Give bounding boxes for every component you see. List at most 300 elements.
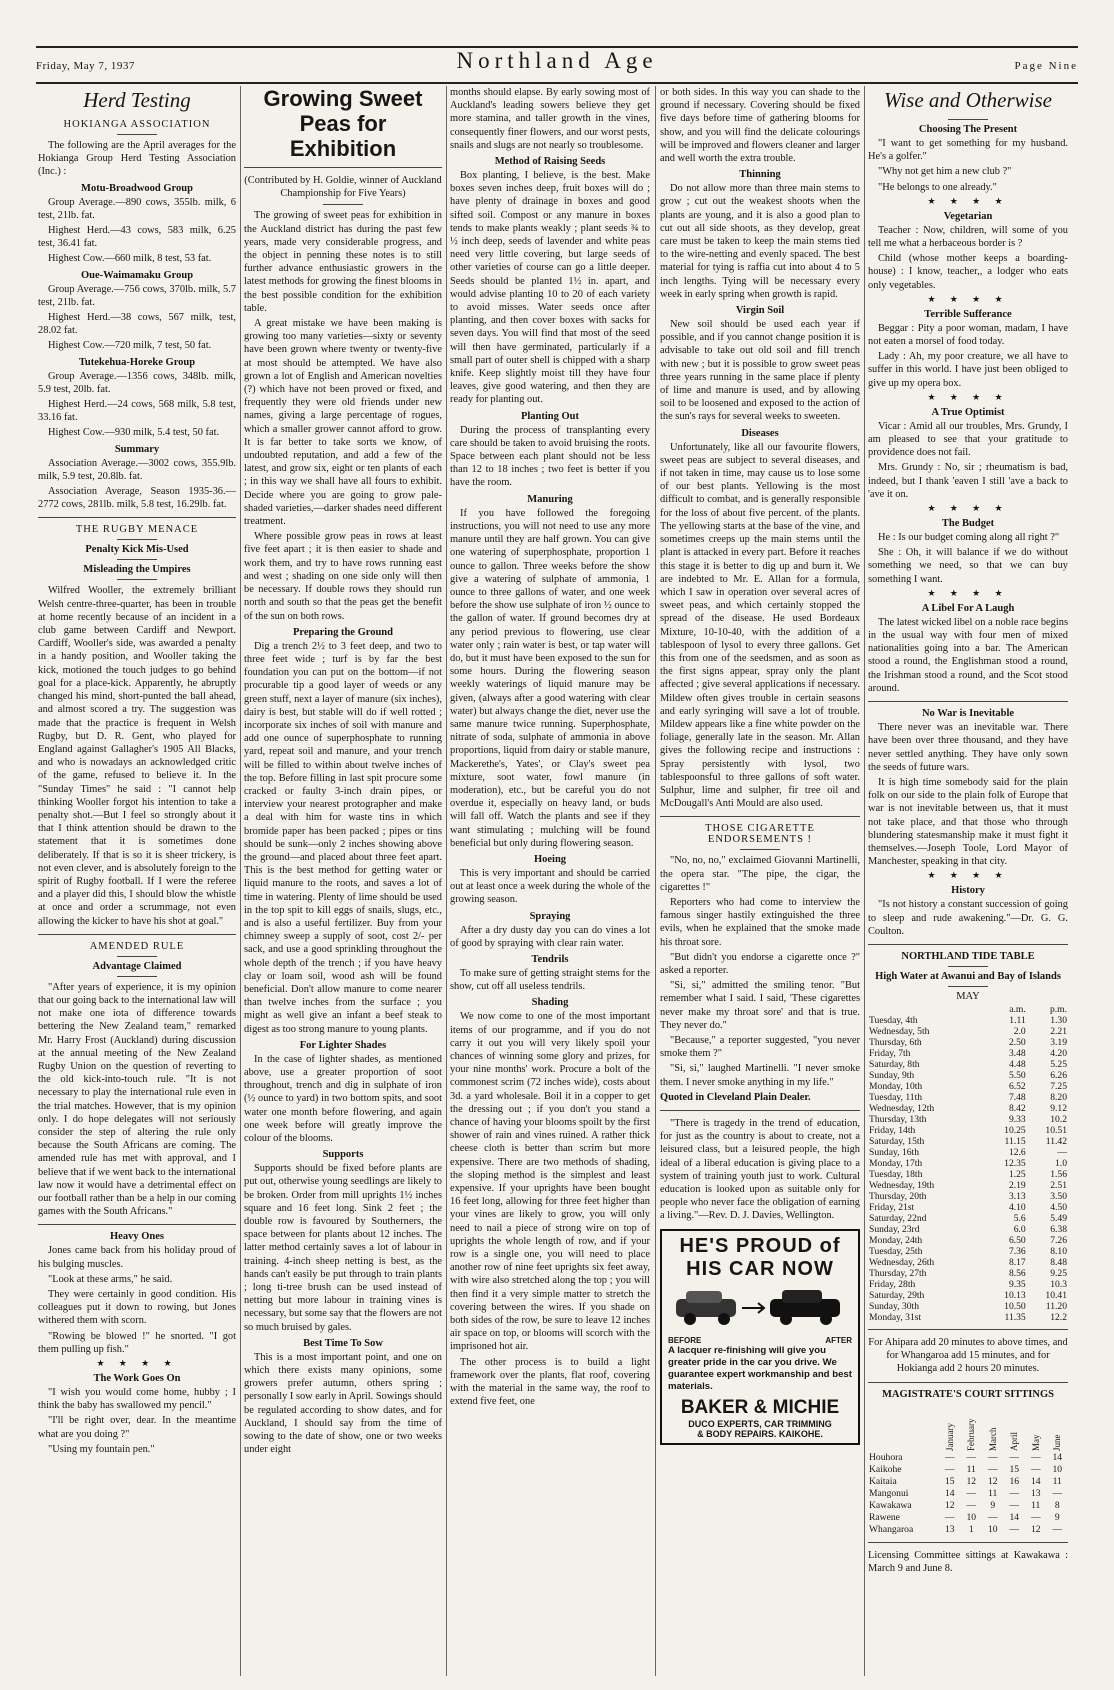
tide-day: Sunday, 9th bbox=[869, 1069, 915, 1081]
herd-testing-headline: Herd Testing bbox=[83, 88, 191, 112]
tide-pm: 12.2 bbox=[1050, 1311, 1067, 1323]
raising-seeds-text bbox=[450, 169, 650, 407]
tide-row bbox=[868, 1125, 1068, 1136]
war-article bbox=[868, 721, 1068, 868]
star-separator: ★ ★ ★ ★ bbox=[927, 195, 1009, 206]
divider bbox=[868, 701, 1068, 702]
divider bbox=[660, 816, 860, 817]
herd-intro: The following are the April averages for the Hokianga Group Herd Testing Association (Inc.) : bbox=[38, 140, 236, 178]
tide-row bbox=[868, 1180, 1068, 1191]
herd-groups bbox=[38, 183, 236, 512]
paragraph: "Using my fountain pen." bbox=[48, 1443, 155, 1455]
tide-pm: 11.20 bbox=[1045, 1300, 1067, 1312]
column-rule bbox=[446, 86, 447, 1676]
tide-am: 3.48 bbox=[1008, 1047, 1026, 1059]
court-date: — bbox=[966, 1499, 977, 1511]
tide-row bbox=[868, 1136, 1068, 1147]
court-month-header bbox=[939, 1402, 961, 1452]
spraying-text bbox=[450, 924, 650, 950]
paragraph: If you have followed the foregoing instructions, you will not need to use any more manure until they are half grown. You can give one watering of superphosphate, proportion 1 ounce to gallon. Three weeks before the show give a watering of sulphate of ammonia, 1 ounce to three gallons of water, and one week before the show use sulphate of iron ½ ounce to the gallon of water. If ground becomes dry at any period previous to flowering, use clear water only ; rain water is best, or tap water will do, but it must have been exposed to the sun for some hours. During the flowering season weekly waterings of liquid manure may be given, (always after a good watering with clear water) but always change the diet, never use the same manure twice running. Superphosphate, nitrate of soda, sulphate of ammonia in above proportions, liquid from dairy or stable manure, Mackerethe's, Yates', or Clay's sweet pea mixture, soot water, fowl manure (in moderation), etc., but be careful you do not overdue it, especially on heavy land, or buds will fall off. Watch the plants and see if they want stimulating ; mulching will be found beneficial but only during flowering season. bbox=[450, 507, 650, 849]
divider bbox=[117, 976, 157, 977]
tide-row bbox=[868, 1312, 1068, 1323]
car-illustration-icon bbox=[668, 1283, 852, 1329]
paragraph: Supports should be fixed before plants are put out, otherwise young seedlings are likely to be broken. Order from mill uprights 1½ inches square and 16 feet long. Sink 2 feet ; the double row is favoured by Southerners, the space between for plants about 12 inches. The latter method certainly saves a lot of labour in training. 4-inch sheep netting is best, as the hands can't easily be put through to train plants ; long ti-tree brush can be used instead of netting but more labour in training vines is necessary, but some say that the flowers are not so much bruised by gales. bbox=[244, 1163, 442, 1333]
virgin-soil-text bbox=[660, 318, 860, 424]
cigarette-headline: THOSE CIGARETTE ENDORSEMENTS ! bbox=[705, 823, 815, 846]
tide-day: Tuesday, 11th bbox=[869, 1091, 923, 1103]
court-date: — bbox=[1052, 1487, 1063, 1499]
tide-day: Saturday, 29th bbox=[869, 1289, 925, 1301]
paragraph: "Because," a reporter suggested, "you never smoke them ?" bbox=[660, 1035, 860, 1060]
diseases-subhead: Diseases bbox=[741, 427, 779, 439]
tide-row bbox=[868, 1015, 1068, 1026]
column-3 bbox=[450, 86, 650, 1676]
court-month-header bbox=[960, 1402, 982, 1452]
tide-am: 10.13 bbox=[1004, 1289, 1026, 1301]
court-date: 11 bbox=[966, 1463, 976, 1475]
divider bbox=[117, 956, 157, 957]
court-date: 14 bbox=[1009, 1511, 1020, 1523]
star-separator: ★ ★ ★ ★ bbox=[927, 503, 1009, 514]
joke-line: "Why not get him a new club ?" bbox=[878, 166, 1012, 178]
court-date: — bbox=[987, 1451, 998, 1463]
court-date: — bbox=[1030, 1463, 1041, 1475]
work-goes-on-article bbox=[38, 1386, 236, 1456]
tide-am: 4.48 bbox=[1008, 1058, 1026, 1070]
court-date: 15 bbox=[944, 1475, 955, 1487]
herd-group-line: Group Average.—890 cows, 355lb. milk, 6 test, 21lb. fat. bbox=[38, 196, 236, 221]
page-number: Page Nine bbox=[1014, 60, 1078, 72]
rugby-article bbox=[38, 584, 236, 927]
tide-am: 6.0 bbox=[1013, 1223, 1026, 1235]
supports-subhead: Supports bbox=[322, 1149, 364, 1161]
manuring-text bbox=[450, 507, 650, 850]
tide-day: Wednesday, 5th bbox=[869, 1025, 930, 1037]
court-date: 11 bbox=[1052, 1475, 1062, 1487]
court-date: 11 bbox=[988, 1487, 998, 1499]
joke-line: The latest wicked libel on a noble race begins in the usual way with four men of mixed nationalities going into a bar. The American stood a round, the Englishman stood a round, the Irishman stood a round, and the Scot stood around. bbox=[868, 616, 1068, 694]
war-headline: No War is Inevitable bbox=[921, 708, 1015, 720]
joke-line: "I want to get something for my husband. He's a golfer." bbox=[868, 138, 1068, 163]
ad-before-label: BEFORE bbox=[668, 1335, 702, 1345]
herd-group-line: Highest Cow.—720 milk, 7 test, 50 fat. bbox=[48, 340, 212, 352]
hoeing-text bbox=[450, 867, 650, 907]
joke-title: Vegetarian bbox=[943, 210, 993, 222]
sweet-peas-headline: Growing Sweet Peas for Exhibition bbox=[263, 86, 423, 161]
planting-out-subhead: Planting Out bbox=[520, 410, 580, 422]
masthead bbox=[36, 46, 1078, 84]
court-sittings-title: MAGISTRATE'S COURT SITTINGS bbox=[882, 1388, 1054, 1400]
tide-am: 11.15 bbox=[1004, 1135, 1026, 1147]
tide-pm: 10.51 bbox=[1045, 1124, 1067, 1136]
thinning-text bbox=[660, 182, 860, 301]
tide-col-am: a.m. bbox=[1009, 1003, 1026, 1015]
divider bbox=[117, 559, 157, 560]
court-date: 13 bbox=[1030, 1487, 1041, 1499]
joke-line: Beggar : Pity a poor woman, madam, I have not eaten a morsel of food today. bbox=[868, 322, 1068, 348]
court-date: 9 bbox=[990, 1499, 996, 1511]
tide-row bbox=[868, 1235, 1068, 1246]
tide-am: 2.0 bbox=[1013, 1025, 1026, 1037]
star-separator: ★ ★ ★ ★ bbox=[927, 870, 1009, 881]
court-place: Mangonui bbox=[869, 1487, 909, 1499]
tide-header-row bbox=[868, 1004, 1068, 1015]
preparing-ground-subhead: Preparing the Ground bbox=[293, 626, 393, 638]
herd-group-line: Highest Cow.—660 milk, 8 test, 53 fat. bbox=[48, 253, 212, 265]
tide-am: 5.6 bbox=[1013, 1212, 1026, 1224]
tide-pm: 8.20 bbox=[1050, 1091, 1067, 1103]
court-date: 12 bbox=[1030, 1523, 1041, 1535]
tide-day: Monday, 10th bbox=[869, 1080, 923, 1092]
column-2 bbox=[244, 86, 442, 1676]
best-time-subhead: Best Time To Sow bbox=[303, 1337, 383, 1349]
paragraph: They were certainly in good condition. His colleagues put it down to rowing, but Jones withered them with scorn. bbox=[38, 1289, 236, 1327]
court-month-label: March bbox=[987, 1427, 998, 1451]
court-place: Kawakawa bbox=[869, 1499, 912, 1511]
issue-date: Friday, May 7, 1937 bbox=[36, 60, 135, 72]
joke-line: He : Is our budget coming along all right ?" bbox=[878, 532, 1060, 544]
tide-row bbox=[868, 1257, 1068, 1268]
ad-headline: HE'S PROUD of HIS CAR NOW bbox=[679, 1234, 841, 1280]
tide-pm: 5.49 bbox=[1050, 1212, 1067, 1224]
court-row bbox=[868, 1464, 1068, 1476]
joke-title: A True Optimist bbox=[931, 406, 1005, 418]
supports-text bbox=[244, 1162, 442, 1334]
tide-note: For Ahipara add 20 minutes to above times, and for Whangaroa add 15 minutes, and for Hokianga add 2 hours 20 minutes. bbox=[868, 1336, 1068, 1375]
tide-pm: 8.10 bbox=[1050, 1245, 1067, 1257]
paragraph: Unfortunately, like all our favourite flowers, sweet peas are subject to several diseases, and if not taken in time, may cause us to lose some of our best plants. Yellowing is the most difficult to combat, and is generally responsible for the loss of about five percent. of the plants. The yellowing starts at the base of the vine, and sometimes creeps up the main stems until the plant is attacked in every part. Before it reaches this stage it is better to dig up and burn it. We are indebted to Mr. E. Allan for a formula, which I saw in operation over several acres of sweet peas, and which certainly stopped the spread of the disease. He used Bordeaux Mixture, 10-10-40, with the addition of a tablespoon of lysol to every three gallons. Get this from one of the seedsmen, and as soon as the first signs appear, spray only the plant affected ; give several applications if necessary. Mildew often gives trouble in certain seasons and early syringing will save a lot of trouble. Mildew appears like a fine white powder on the foliage, generally late in the season. Mr. Allan gives the following recipe and instructions : Spray persistently with lysol, two tablespoonsful to three gallons of soft water. Sulphur, lime and sulpher, fir tree oil and McDougall's Anti Mould are also used. bbox=[660, 441, 860, 810]
tide-day: Friday, 7th bbox=[869, 1047, 911, 1059]
tide-am: 10.25 bbox=[1004, 1124, 1026, 1136]
paragraph: It is high time somebody said for the plain folk on our side to the plain folk of Europe that war is not inevitable between us, that it must not take place, and that those who through blundering statesmanship make it must fight it themselves.—Joseph Toole, Lord Mayor of Manchester, speaking in that city. bbox=[868, 776, 1068, 868]
court-date: — bbox=[1052, 1523, 1063, 1535]
baker-michie-advertisement bbox=[660, 1229, 860, 1445]
rugby-headline: THE RUGBY MENACE bbox=[75, 524, 199, 536]
tide-am: 10.50 bbox=[1004, 1300, 1026, 1312]
herd-group-name: Motu-Broadwood Group bbox=[81, 182, 193, 194]
tide-pm: 11.42 bbox=[1045, 1135, 1067, 1147]
court-date: — bbox=[987, 1463, 998, 1475]
tide-day: Sunday, 30th bbox=[869, 1300, 920, 1312]
divider bbox=[868, 1542, 1068, 1543]
tide-col-pm: p.m. bbox=[1049, 1003, 1067, 1015]
tide-am: 8.42 bbox=[1008, 1102, 1026, 1114]
court-row bbox=[868, 1512, 1068, 1524]
tide-day: Tuesday, 25th bbox=[869, 1245, 923, 1257]
herd-group-name: Summary bbox=[114, 443, 160, 455]
court-place: Kaitaia bbox=[869, 1475, 897, 1487]
ad-after-label: AFTER bbox=[825, 1335, 852, 1345]
paragraph: "Is not history a constant succession of going to sleep and rude awakening."—Dr. G. G. Coulton. bbox=[868, 899, 1068, 937]
divider bbox=[117, 539, 157, 540]
tide-am: 4.10 bbox=[1008, 1201, 1026, 1213]
paragraph: In the case of lighter shades, as mentioned above, use a greater proportion of soot throughout, trench and dig in sulphate of iron (½ ounce to yard) in two bottom spits, and soot water one month before flowering, and again one week before will greatly improve the colour of the blooms. bbox=[244, 1053, 442, 1145]
tide-row bbox=[868, 1246, 1068, 1257]
ad-services: DUCO EXPERTS, CAR TRIMMING bbox=[688, 1418, 832, 1429]
tide-am: 11.35 bbox=[1004, 1311, 1026, 1323]
court-place: Kaikohe bbox=[869, 1463, 902, 1475]
court-date: — bbox=[1009, 1523, 1020, 1535]
tide-day: Saturday, 8th bbox=[869, 1058, 920, 1070]
tide-pm: 2.51 bbox=[1050, 1179, 1067, 1191]
paragraph: This is very important and should be carried out at least once a week during the whole of the growing season. bbox=[450, 867, 650, 906]
tide-day: Monday, 17th bbox=[869, 1157, 923, 1169]
tide-pm: 10.2 bbox=[1050, 1113, 1067, 1125]
court-date: — bbox=[1009, 1451, 1020, 1463]
tide-day: Monday, 24th bbox=[869, 1234, 923, 1246]
tide-am: 8.56 bbox=[1008, 1267, 1026, 1279]
court-date: — bbox=[1030, 1511, 1041, 1523]
raising-seeds-subhead: Method of Raising Seeds bbox=[494, 156, 606, 168]
tide-am: 2.19 bbox=[1008, 1179, 1026, 1191]
tide-pm: 6.26 bbox=[1050, 1069, 1067, 1081]
newspaper-title: Northland Age bbox=[456, 48, 658, 73]
tide-am: 12.6 bbox=[1008, 1146, 1026, 1158]
column-rule bbox=[864, 86, 865, 1676]
divider bbox=[244, 167, 442, 168]
tide-pm: 5.25 bbox=[1050, 1058, 1067, 1070]
paragraph: Dig a trench 2½ to 3 feet deep, and two to three feet wide ; turf is by far the best foundation you can put on the bottom—if not procurable tip a good layer of weeds or any green stuff, next a layer of manure (six inches), dairy is best, but stable will do if well rotted ; incorporate six inches of soil with manure and add one ounce of superphosphate to running yard, repeat soil and manure, and your trench will be filled to within about twelve inches of the top. Before filling in last spit procure some cracked or faulty 3-inch drain pipes, or interview your nearest protographer and make a deal with him for waste tins in which bromide paper has been packed ; pipes or tins should be sunk—only 2 inches showing above the ground—and placed about three feet apart. This is the best method for getting water or liquid manure to the roots, and saves a lot of time in watering. Plenty of lime should be used in the top spit to kill eggs of snails, slugs, etc., and is also a useful fertilizer. Buy from your chimney sweep a supply of soot, cost 2/- per sack, and use a good sprinkling throughout the whole depth of the trench ; if you have heavy clay or loam soil, wood ash will be found beneficial. Don't allow manure to come nearer than twelve inches from the surface ; you might as well give an infant a beef steak to digest as too strong manure to young plants. bbox=[244, 640, 442, 1035]
court-month-header bbox=[1003, 1402, 1025, 1452]
sweet-peas-byline: (Contributed by H. Goldie, winner of Auckland Championship for Five Years) bbox=[244, 175, 442, 200]
paragraph: "Look at these arms," he said. bbox=[48, 1273, 173, 1285]
court-row bbox=[868, 1524, 1068, 1536]
tide-row bbox=[868, 1268, 1068, 1279]
paragraph: After a dry dusty day you can do vines a lot of good by spraying with clear rain water. bbox=[450, 924, 650, 949]
court-row bbox=[868, 1500, 1068, 1512]
tide-pm: 7.26 bbox=[1050, 1234, 1067, 1246]
court-date: 14 bbox=[944, 1487, 955, 1499]
tide-table-title: NORTHLAND TIDE TABLE bbox=[901, 950, 1035, 962]
tide-day: Tuesday, 4th bbox=[869, 1014, 918, 1026]
divider bbox=[323, 204, 363, 205]
shading-continued bbox=[660, 86, 860, 165]
cigarette-source: Quoted in Cleveland Plain Dealer. bbox=[660, 1091, 811, 1103]
paragraph: months should elapse. By early sowing most of Auckland's leading sowers believe they get more stamina, and taller growth in the vines, consequently finer flowers, and our worst pests, snails and slugs are not nearly so troublesome. bbox=[450, 87, 650, 151]
paragraph: "Rowing be blowed !" he snorted. "I got them pulling up fish." bbox=[38, 1330, 236, 1355]
tide-table-subtitle: High Water at Awanui and Bay of Islands bbox=[875, 970, 1061, 982]
tide-day: Sunday, 16th bbox=[869, 1146, 920, 1158]
court-date: 16 bbox=[1009, 1475, 1020, 1487]
joke-line: She : Oh, it will balance if we do without something we need, so that we can buy something I want. bbox=[868, 547, 1068, 585]
court-date: 9 bbox=[1054, 1511, 1060, 1523]
court-month-label: January bbox=[944, 1422, 955, 1451]
court-date: 8 bbox=[1054, 1499, 1060, 1511]
manuring-subhead: Manuring bbox=[527, 493, 573, 505]
tide-am: 1.11 bbox=[1009, 1014, 1026, 1026]
column-5 bbox=[868, 86, 1068, 1676]
tide-day: Sunday, 23rd bbox=[869, 1223, 920, 1235]
tide-row bbox=[868, 1147, 1068, 1158]
tide-day: Friday, 28th bbox=[869, 1278, 916, 1290]
tide-am: 12.35 bbox=[1004, 1157, 1026, 1169]
column-rule bbox=[655, 86, 656, 1676]
court-date: 10 bbox=[1052, 1463, 1063, 1475]
wise-otherwise-headline: Wise and Otherwise bbox=[884, 88, 1052, 112]
herd-group-line: Highest Cow.—930 milk, 5.4 test, 50 fat. bbox=[48, 427, 220, 439]
star-separator: ★ ★ ★ ★ bbox=[96, 1358, 178, 1369]
joke-line: "He belongs to one already." bbox=[878, 181, 997, 193]
paragraph: Wilfred Wooller, the extremely brilliant Welsh centre-three-quarter, has been in trouble at home recently because of an incident in a club game between Cardiff and Newport. Cardiff, Wooller's side, was awarded a penalty in a handy position, and Wooller taking the kick, motioned the touch judges to go behind goal for a place-kick. Apparently, he abruptly changed his mind, short-punted the ball ahead, and almost scored a try. The suggestion was made that the practice is frequent in Welsh Rugby, but D. R. Gent, who played for England against Gallagher's 1905 All Blacks, and who is nowadays an acknowledged critic of the game, refused to believe it. In the "Sunday Times" he said : "I cannot help thinking Wooller forgot his intention to take a penalty shot.—But I feel so strongly about it that I think attention should be drawn to the statement that it is sometimes done deliberately. If that is so it is sheer trickery, is not even clever, and is absolutely foreign to the spirit of Rugby football. If I were the referee and a player did this, I should blow the whistle at once and order a scrummage, not even allowing the kicker to have his shot at goal." bbox=[38, 585, 236, 927]
tide-day: Friday, 21st bbox=[869, 1201, 915, 1213]
tendrils-subhead: Tendrils bbox=[531, 953, 569, 965]
tide-pm: 4.20 bbox=[1050, 1047, 1067, 1059]
court-date: 13 bbox=[944, 1523, 955, 1535]
tide-row bbox=[868, 1202, 1068, 1213]
court-date: — bbox=[944, 1451, 955, 1463]
tide-day: Thursday, 27th bbox=[869, 1267, 927, 1279]
paragraph: "Si, si," admitted the smiling tenor. "But remember what I said. I said, 'These cigarettes never make my throat sore' and that is true. They never do." bbox=[660, 980, 860, 1031]
rugby-subhead: Penalty Kick Mis-Used bbox=[85, 544, 189, 556]
amended-rule-subhead: Advantage Claimed bbox=[92, 960, 182, 972]
tide-day: Wednesday, 26th bbox=[869, 1256, 935, 1268]
column-4 bbox=[660, 86, 860, 1676]
court-date: 14 bbox=[1030, 1475, 1041, 1487]
court-date: 12 bbox=[966, 1475, 977, 1487]
herd-group-line: Highest Herd.—24 cows, 568 milk, 5.8 test, 33.16 fat. bbox=[38, 399, 236, 424]
court-date: — bbox=[944, 1463, 955, 1475]
court-date: 12 bbox=[987, 1475, 998, 1487]
column-1 bbox=[38, 86, 236, 1676]
paragraph: Do not allow more than three main stems to grow ; cut out the weakest shoots when the plants are young, and it is also a good plan to cut out all side shoots, as they develop, great care must be taken to keep the main stems tied to the wire-netting and evenly spaced. The best material for tying is raffia cut into about 4 to 5 inch lengths. Tying will be necessary every week in early spring when growth is rapid. bbox=[660, 183, 860, 300]
paragraph: Box planting, I believe, is the best. Make boxes seven inches deep, fruit boxes will do ; have plenty of drainage in boxes and good sifted soil. Compost or any manure in boxes tends to make plants weakly ; plant seeds ¾ to ½ inch deep, seeds of lavender and white peas need very little covering, but large seeds of other varieties of course can go a little deeper. Seeds should be planted 1½ in. apart, and would advise planting 10 to 20 of each variety to avoid misses. Water seeds once after planting, and then cover boxes with sacks for seven days. You will find that most of the seed will then have germinated, particularly if a small part of outer shell is chipped with a sharp knife. Keep slightly moist till they have four leaves, give good watering, and then they are ready for planting out. bbox=[450, 170, 650, 406]
tide-row bbox=[868, 1048, 1068, 1059]
tide-day: Thursday, 6th bbox=[869, 1036, 922, 1048]
joke-line: Lady : Ah, my poor creature, we all have to suffer in this world. I have just been obliged to give up my opera box. bbox=[868, 351, 1068, 389]
divider bbox=[38, 1224, 236, 1225]
planting-out-text bbox=[450, 424, 650, 490]
ad-location: & BODY REPAIRS. KAIKOHE. bbox=[697, 1428, 823, 1439]
heavy-ones-article bbox=[38, 1244, 236, 1356]
tide-day: Wednesday, 12th bbox=[869, 1102, 935, 1114]
court-row bbox=[868, 1476, 1068, 1488]
paragraph: "I'll be right over, dear. In the meantime what are you doing ?" bbox=[38, 1415, 236, 1440]
tide-pm: 10.3 bbox=[1050, 1278, 1067, 1290]
divider bbox=[117, 134, 157, 135]
jokes-list bbox=[868, 124, 1068, 695]
divider bbox=[948, 986, 988, 987]
tide-row bbox=[868, 1026, 1068, 1037]
court-place: Rawene bbox=[869, 1511, 900, 1523]
court-date: — bbox=[1009, 1499, 1020, 1511]
court-month-header bbox=[982, 1402, 1004, 1452]
paragraph: To make sure of getting straight stems for the show, cut off all useless tendrils. bbox=[450, 967, 650, 993]
court-date: 11 bbox=[1031, 1499, 1041, 1511]
tide-pm: 3.19 bbox=[1050, 1036, 1067, 1048]
best-time-text bbox=[244, 1351, 442, 1457]
court-rows bbox=[868, 1452, 1068, 1536]
court-row bbox=[868, 1488, 1068, 1500]
court-date: — bbox=[1030, 1451, 1041, 1463]
tide-row bbox=[868, 1059, 1068, 1070]
tide-pm: — bbox=[1057, 1146, 1067, 1158]
tide-pm: 1.30 bbox=[1050, 1014, 1067, 1026]
licensing-note: Licensing Committee sittings at Kawakawa : March 9 and June 8. bbox=[868, 1549, 1068, 1574]
hoeing-subhead: Hoeing bbox=[533, 853, 567, 865]
court-month-header bbox=[1025, 1402, 1047, 1452]
tide-row bbox=[868, 1279, 1068, 1290]
shading-text bbox=[450, 1010, 650, 1408]
tide-row bbox=[868, 1290, 1068, 1301]
herd-group-name: Tutekehua-Horeke Group bbox=[78, 356, 196, 368]
ad-before-after bbox=[668, 1336, 852, 1345]
paragraph: The growing of sweet peas for exhibition in the Auckland district has during the past few years, made very considerable progress, and the object in penning these notes is to still further advance enthusiastic growers in the latest methods for growing the finest blooms in the best possible condition for the exhibition table. bbox=[244, 210, 442, 314]
paragraph: "After years of experience, it is my opinion that our going back to the international law will not make one iota of difference towards bettering the New Zealand team," remarked Mr. Harry Frost (Auckland) during discussion at the annual meeting of the New Zealand Rugby Union on the question of reverting to the old kick-into-touch rule. "It is not necessary to play the international rule even in the trial matches. However, that is my opinion only. I do hope delegates will not seriously consider the step of altering the rule only because the South Africans are coming. The amended rule has met with approval, and I believe that if we went back to the international law now it would have a detrimental effect on our football rather than be a help in our coming games with the South Africans." bbox=[38, 981, 236, 1218]
work-goes-on-headline: The Work Goes On bbox=[93, 1373, 181, 1385]
tide-pm: 7.25 bbox=[1050, 1080, 1067, 1092]
column-rule bbox=[240, 86, 241, 1676]
court-date: 12 bbox=[944, 1499, 955, 1511]
tide-rows bbox=[868, 1015, 1068, 1323]
paragraph: New soil should be used each year if possible, and if you cannot change position it is advisable to take out old soil and fill trench with new ; but it is possible to grow sweet peas three years running in the same place if plenty of lime and manure is used, and by allowing soil to be loosened and exposed to the action of the sun's rays for several weeks to sweeten. bbox=[660, 319, 860, 423]
tide-am: 7.36 bbox=[1008, 1245, 1026, 1257]
tide-am: 9.33 bbox=[1008, 1113, 1026, 1125]
tide-table bbox=[868, 1004, 1068, 1323]
joke-title: Terrible Sufferance bbox=[924, 308, 1012, 320]
tide-day: Thursday, 20th bbox=[869, 1190, 927, 1202]
court-place: Whangaroa bbox=[869, 1523, 914, 1535]
court-month-label: June bbox=[1052, 1434, 1063, 1451]
paragraph: There never was an inevitable war. There have been over three thousand, and they have never settled anything. They have only sown the seeds of future wars. bbox=[868, 722, 1068, 773]
paragraph: We now come to one of the most important items of our programme, and if you do not carry it out you will very likely spoil your chances of winning some glory and prizes, for your nine months' work. Procure a bolt of the commonest scrim (72 inches wide), costs about 3d. a yard wholesale. Boil it in a copper to get the dressing out ; if you don't you stand a chance of having your blooms spoilt by the first shower of rain and vines ruined. A rather thick cheese cloth is better than scrim but more expensive. There are two methods of shading, the sloping method is the simplest and least expensive. If your uprights have been bought 16 feet long, allowing for three feet higher than your vines are likely to grow, you will only need to nail a piece of strong wire on top of uprights the whole length of row, and if your row is a single one, you will need to place another row of nine feet uprights six feet away, with wire also stretched along the top ; you will then find it a very simple matter to stretch the covering between the wires. If you shade on both sides of the row, be sure to leave 12 inches air space on top, or blooms will scorch with the imprisoned hot air. bbox=[450, 1011, 650, 1353]
spraying-subhead: Spraying bbox=[529, 910, 571, 922]
tide-am: 1.25 bbox=[1008, 1168, 1026, 1180]
court-date: — bbox=[944, 1511, 955, 1523]
paragraph: Reporters who had come to interview the famous singer hastily extinguished the three evils, when he explained that the smoke made his throat sore. bbox=[660, 896, 860, 948]
star-separator: ★ ★ ★ ★ bbox=[927, 587, 1009, 598]
tide-am: 6.50 bbox=[1008, 1234, 1026, 1246]
divider bbox=[38, 934, 236, 935]
court-month-label: February bbox=[966, 1418, 977, 1451]
paragraph: "There is tragedy in the trend of education, for just as the country is about to create, not a leisured class, but a leisured people, the high ideal of a liberal education is giving place to a system of training youth just to work. Cultural education is looked upon as suitable only for people who never face the obligation of earning a living."—Rev. D. J. Davies, Wellington. bbox=[660, 1118, 860, 1222]
joke-line: Teacher : Now, children, will some of you tell me what a herbaceous border is ? bbox=[868, 224, 1068, 250]
court-date: — bbox=[987, 1511, 998, 1523]
tide-row bbox=[868, 1169, 1068, 1180]
court-date: — bbox=[966, 1451, 977, 1463]
court-month-header bbox=[1046, 1402, 1068, 1452]
lighter-shades-subhead: For Lighter Shades bbox=[299, 1039, 387, 1051]
tide-pm: 1.56 bbox=[1050, 1168, 1067, 1180]
tide-row bbox=[868, 1224, 1068, 1235]
sweet-peas-intro bbox=[244, 209, 442, 622]
joke-line: Mrs. Grundy : No, sir ; rheumatism is bad, indeed, but I thank 'eaven I still 'ave a back to 'ave it on. bbox=[868, 462, 1068, 500]
court-date: 14 bbox=[1052, 1451, 1063, 1463]
tide-month: MAY bbox=[956, 990, 980, 1002]
joke-line: Child (whose mother keeps a boarding-house) : I know, teacher,, a lodger who eats only vegetables. bbox=[868, 253, 1068, 291]
tide-pm: 10.41 bbox=[1045, 1289, 1067, 1301]
tide-am: 3.13 bbox=[1008, 1190, 1026, 1202]
tide-row bbox=[868, 1114, 1068, 1125]
amended-rule-headline: AMENDED RULE bbox=[89, 940, 185, 952]
paragraph: Where possible grow peas in rows at least five feet apart ; it is then easier to shade and work them, and try to have rows running east and west ; shading on one side only will then be necessary. If double rows they should run north and south so that the peas get the benefit of the sun on both rows. bbox=[244, 531, 442, 622]
tide-row bbox=[868, 1158, 1068, 1169]
preparing-ground-text bbox=[244, 640, 442, 1036]
star-separator: ★ ★ ★ ★ bbox=[927, 391, 1009, 402]
court-place: Houhora bbox=[869, 1451, 903, 1463]
tide-row bbox=[868, 1301, 1068, 1312]
paragraph: "Si, si," laughed Martinelli. "I never smoke them. I never smoke anything in my life." bbox=[660, 1063, 860, 1088]
paragraph: "But didn't you endorse a cigarette once ?" asked a reporter. bbox=[660, 951, 860, 976]
tragedy-article bbox=[660, 1117, 860, 1223]
divider bbox=[660, 1110, 860, 1111]
tide-day: Saturday, 22nd bbox=[869, 1212, 927, 1224]
court-date: 15 bbox=[1009, 1463, 1020, 1475]
tide-day: Monday, 31st bbox=[869, 1311, 922, 1323]
court-month-label: April bbox=[1009, 1431, 1020, 1451]
tendrils-text bbox=[450, 967, 650, 993]
history-article bbox=[868, 898, 1068, 938]
amended-rule-article bbox=[38, 981, 236, 1219]
